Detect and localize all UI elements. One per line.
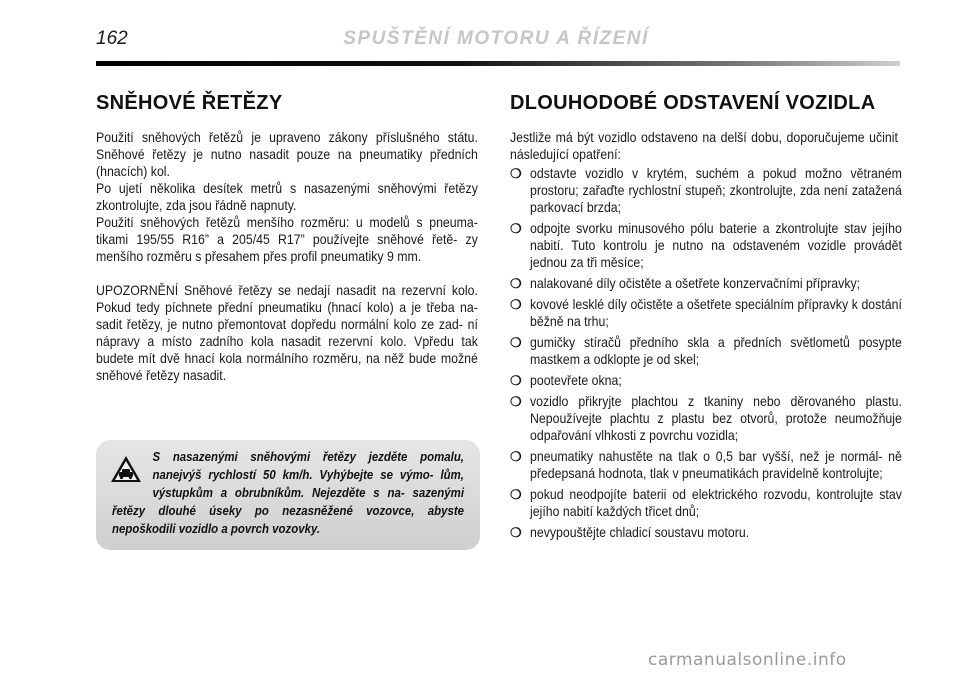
paragraph-4: UPOZORNĚNÍ Sněhové řetězy se nedají nasadit na rezervní kolo. Pokud tedy píchnete přední pneumatiku (hnací kolo) a je třeba na- sadit řetězy, je nutno přemontovat dopředu normální kolo ze zad- ní nápravy a místo zadního kola nasadit rezervní kolo. Vpředu tak budete mít dvě hnací kola normálního rozměru, na něž bude možné sněhové řetězy nasadit. bbox=[96, 282, 478, 383]
list-item: ❍ nevypouštějte chladicí soustavu motoru. bbox=[510, 524, 750, 540]
circle-bullet-icon: ❍ bbox=[510, 373, 522, 388]
header-rule bbox=[96, 61, 900, 66]
warning-text: S nasazenými sněhovými řetězy jezděte pomalu, nanejvýš rychlostí 50 km/h. Vyhýbejte se výmo- lům, výstupkům a obrubníkům. Nejezděte s na- sazenými řetězy dlouhé úseky po nezasněžené vozovce, abyste nepoškodili vozidlo a povrch vozovky. bbox=[112, 449, 465, 536]
circle-bullet-icon: ❍ bbox=[510, 449, 522, 464]
list-item: ❍ pneumatiky nahustěte na tlak o 0,5 bar vyšší, než je normál- ně předepsaná hodnota, tlak v pneumatikách pravidelně kontrolujte; bbox=[510, 448, 902, 481]
circle-bullet-icon: ❍ bbox=[510, 335, 522, 350]
circle-bullet-icon: ❍ bbox=[510, 166, 522, 181]
section-title: SPUŠTĚNÍ MOTORU A ŘÍZENÍ bbox=[343, 28, 649, 49]
paragraph-2: Po ujetí několika desítek metrů s nasazenými sněhovými řetězy zkontrolujte, zda jsou řádně napnuty. bbox=[96, 180, 478, 213]
storage-intro: Jestliže má být vozidlo odstaveno na delší dobu, doporučujeme učinit následující opatření: bbox=[510, 129, 898, 162]
circle-bullet-icon: ❍ bbox=[510, 221, 522, 236]
page-header bbox=[96, 26, 896, 56]
warning-box bbox=[96, 440, 480, 550]
circle-bullet-icon: ❍ bbox=[510, 297, 522, 312]
page-number: 162 bbox=[96, 28, 128, 49]
circle-bullet-icon: ❍ bbox=[510, 525, 522, 540]
list-item: ❍ nalakované díly očistěte a ošetřete konzervačními přípravky; bbox=[510, 275, 861, 291]
long-term-storage-heading: DLOUHODOBÉ ODSTAVENÍ VOZIDLA bbox=[510, 92, 876, 114]
list-item: ❍ odpojte svorku minusového pólu baterie a zkontrolujte stav jejího nabití. Tuto kontrolu je nutno na odstaveném vozidle provádět jednou za tři měsíce; bbox=[510, 220, 902, 270]
list-item: ❍ odstavte vozidlo v krytém, suchém a pokud možno větraném prostoru; zařaďte rychlostní stupeň; zkontrolujte, zda není zatažená parkovací brzda; bbox=[510, 165, 902, 215]
right-column bbox=[510, 92, 902, 545]
circle-bullet-icon: ❍ bbox=[510, 487, 522, 502]
circle-bullet-icon: ❍ bbox=[510, 276, 522, 291]
list-item: ❍ gumičky stíračů předního skla a předních světlometů posypte mastkem a odklopte je od skel; bbox=[510, 334, 902, 367]
left-column bbox=[96, 92, 478, 384]
list-item: ❍ vozidlo přikryjte plachtou z tkaniny nebo děrovaného plastu. Nepoužívejte plachtu z plastu bez otvorů, protože neumožňuje odpařování vlhkosti z povrchu vozidla; bbox=[510, 393, 902, 443]
list-item: ❍ kovové lesklé díly očistěte a ošetřete speciálním přípravky k dostání běžně na trhu; bbox=[510, 296, 902, 329]
paragraph-spacer bbox=[96, 265, 478, 282]
list-item: ❍ pokud neodpojíte baterii od elektrického rozvodu, kontrolujte stav jejího nabití každých třicet dnů; bbox=[510, 486, 902, 519]
snow-chains-heading: SNĚHOVÉ ŘETĚZY bbox=[96, 92, 283, 114]
list-item: ❍ pootevřete okna; bbox=[510, 372, 622, 388]
paragraph-3: Použití sněhových řetězů menšího rozměru: u modelů s pneuma- tikami 195/55 R16” a 205/45 R17” používejte sněhové řetě- zy menšího rozměru s přesahem přes profil pneumatiky 9 mm. bbox=[96, 214, 478, 264]
circle-bullet-icon: ❍ bbox=[510, 394, 522, 409]
paragraph-1: Použití sněhových řetězů je upraveno zákony příslušného státu. Sněhové řetězy je nutno nasadit pouze na pneumatiky předních (hnacích) kol. bbox=[96, 129, 478, 179]
storage-steps-list bbox=[510, 165, 902, 541]
watermark: carmanualsonline.info bbox=[648, 650, 847, 670]
